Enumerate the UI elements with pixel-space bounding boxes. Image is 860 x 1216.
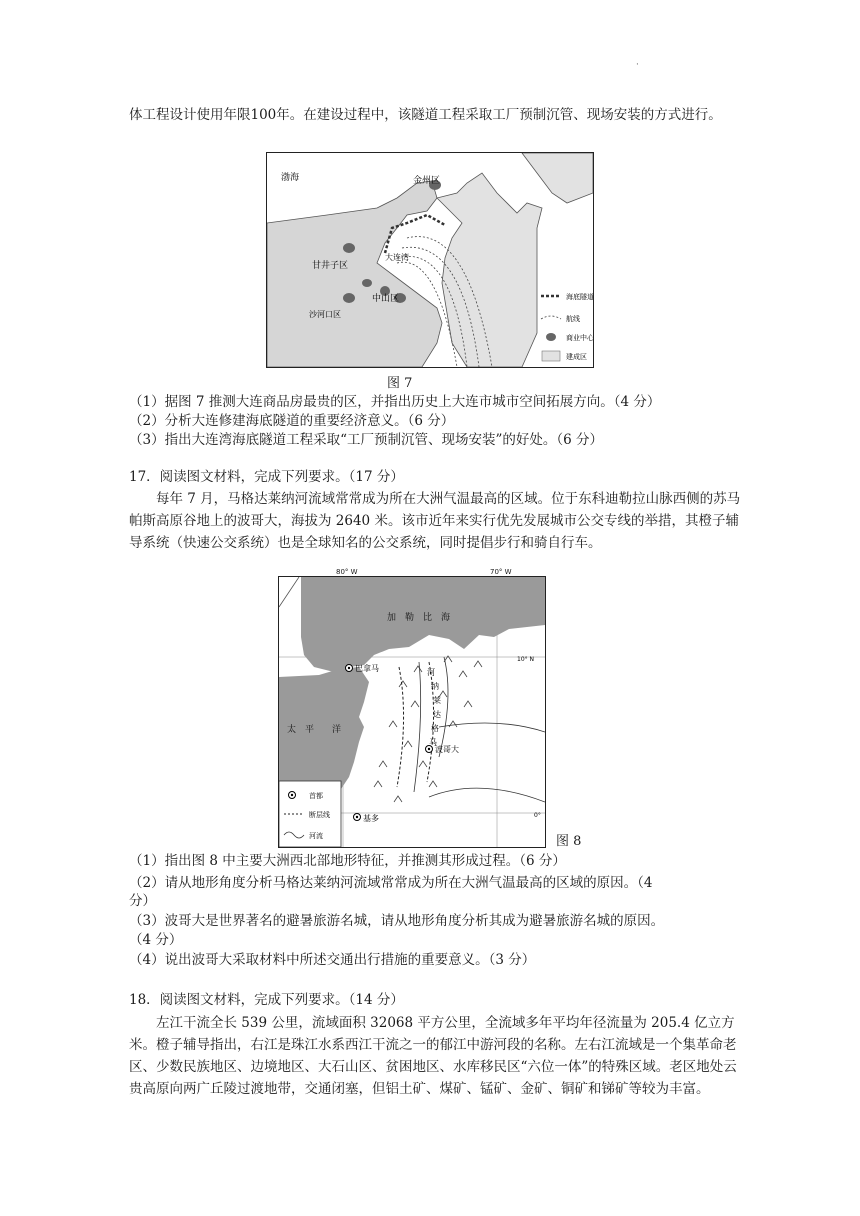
svg-text:河: 河 [427,668,435,677]
label-jinzhou: 金州区 [413,176,441,186]
q17-item-1: （1）指出图 8 中主要大洲西北部地形特征，并推测其形成过程。（6 分） [129,853,566,869]
legend-capital-label: 首都 [309,792,323,800]
q17-item-3: （3）波哥大是世界著名的避暑旅游名城，请从地形角度分析其成为避暑旅游名城的原因。 [129,913,665,929]
q17-item-4: （4）说出波哥大采取材料中所述交通出行措施的重要意义。（3 分） [129,952,536,968]
q17-paragraph: 每年 7 月，马格达莱纳河流域常常成为所在大洲气温最高的区域。位于东科迪勒拉山脉西侧的苏马帕斯高原谷地上的波哥大，海拔为 2640 米。该市近年来实行优先发展城市公交专线的举措，其橙子辅导系统（快速公交系统）也是全球知名的公交系统，同时提倡步行和骑自行车。 [129,491,741,551]
legend-tunnel-label: 海底隧道 [566,293,593,301]
label-bohai: 渤海 [281,173,300,183]
q17-heading: 17．阅读图文材料，完成下列要求。（17 分） [129,469,404,485]
label-dalianwan: 大连湾 [385,253,409,262]
label-quito: 基多 [363,814,379,823]
legend-route-label: 航线 [566,315,580,323]
label-pacific: 太 平 洋 [287,725,342,735]
label-panama: 巴拿马 [355,664,379,673]
q18-heading: 18．阅读图文材料，完成下列要求。（14 分） [129,992,404,1008]
label-lon-70w-top: 70° W [490,568,512,576]
q16-item-2: （2）分析大连修建海底隧道的重要经济意义。（6 分） [129,413,455,429]
legend-commercial-label: 商业中心 [566,334,593,342]
commercial-center [343,243,355,253]
intro-paragraph: 体工程设计使用年限100年。在建设过程中，该隧道工程采取工厂预制沉管、现场安装的方式进行。 [129,107,722,123]
figure-7-map [266,152,594,368]
svg-text:莱: 莱 [433,696,441,705]
page-mark: · [636,60,639,70]
label-lat-0: 0° [534,812,541,819]
figure-8-map [278,576,546,848]
commercial-center [343,293,355,303]
south-america-map-graphic [279,577,545,847]
commercial-center [362,279,372,287]
dalian-map-graphic [267,153,593,367]
q18-paragraph: 左江干流全长 539 公里，流域面积 32068 平方公里，全流域多年平均年径流量为 205.4 亿立方米。橙子辅导指出，右江是珠江水系西江干流之一的郁江中游河段的名称。左右江流域是一个集革命老区、少数民族地区、边境地区、大石山区、贫困地区、水库移民区“六位一体”的特殊区域。老区地处云贵高原向两广丘陵过渡地带，交通闭塞，但铝土矿、煤矿、锰矿、金矿、铜矿和锑矿等较为丰富。 [129,1015,737,1097]
q16-item-3: （3）指出大连湾海底隧道工程采取“工厂预制沉管、现场安装”的好处。（6 分） [129,432,604,448]
svg-text:纳: 纳 [431,682,439,691]
svg-text:马: 马 [429,738,437,747]
legend-commercial-symbol [546,333,556,341]
q17-item-2-cont: 分） [129,893,156,909]
figure-7-caption: 图 7 [387,376,413,391]
label-bogota: 波哥大 [435,745,459,754]
label-lat-10n: 10° N [517,656,535,663]
q16-item-1: （1）据图 7 推测大连商品房最贵的区，并指出历史上大连市城市空间拓展方向。（4 分） [129,394,661,410]
legend-river-label: 河流 [309,832,323,840]
legend-fault-label: 断层线 [309,811,330,819]
label-caribbean: 加 勒 比 海 [387,613,451,623]
legend-builtup-label: 建成区 [566,353,587,361]
label-ganjingzi: 甘井子区 [312,261,349,271]
label-lon-80w-top: 80° W [336,568,358,576]
legend-builtup-symbol [542,351,560,361]
q17-item-2: （2）请从地形角度分析马格达莱纳河流域常常成为所在大洲气温最高的区域的原因。（4 [129,875,653,891]
figure-8-caption: 图 8 [556,834,582,849]
q17-item-3-cont: （4 分） [129,932,183,948]
svg-text:格: 格 [431,724,439,733]
label-zhongshan: 中山区 [372,294,400,304]
svg-text:达: 达 [433,710,441,719]
label-shahekou: 沙河口区 [309,310,341,319]
